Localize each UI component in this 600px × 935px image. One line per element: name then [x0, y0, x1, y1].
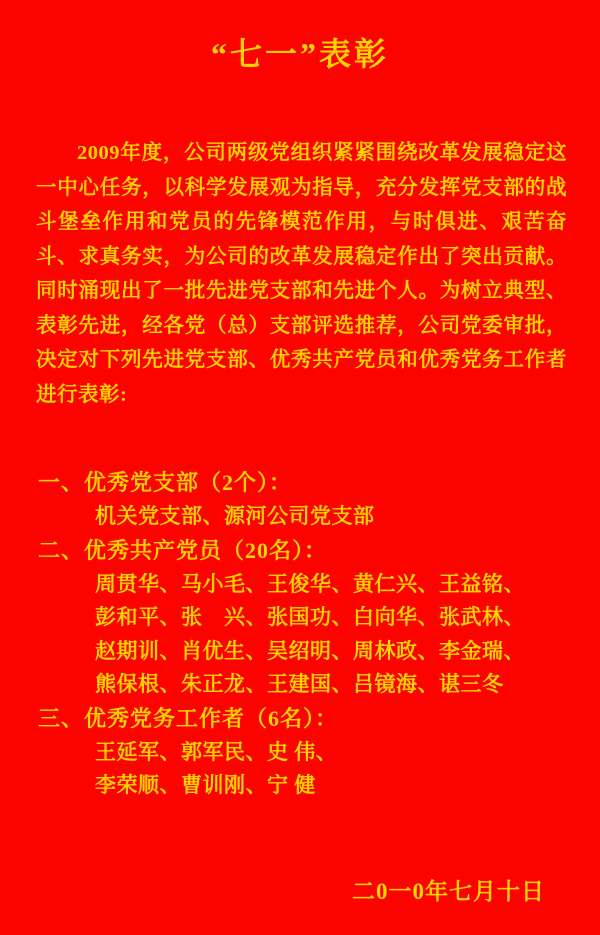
award-sections — [0, 466, 600, 803]
member-name-line: 赵期训、肖优生、吴绍明、周林政、李金瑞、 — [95, 638, 525, 663]
member-name-line: 彭和平、张 兴、张国功、白向华、张武林、 — [95, 605, 525, 629]
section-excellent-party-members — [0, 534, 600, 702]
member-name-line: 周贯华、马小毛、王俊华、黄仁兴、王益铭、 — [95, 571, 525, 596]
intro-paragraph: 2009年度，公司两级党组织紧紧围绕改革发展稳定这一中心任务，以科学发展观为指导，充分发挥党支部的战斗堡垒作用和党员的先锋模范作用，与时俱进、艰苦奋斗、求真务实，为公司的改革发展稳定作出了突出贡献。同时涌现出了一批先进党支部和先进个人。为树立典型、表彰先进，经各党（总）支部评选推荐，公司党委审批，决定对下列先进党支部、优秀共产党员和优秀党务工作者进行表彰: — [36, 142, 567, 406]
branch-name-line: 机关党支部、源河公司党支部 — [95, 504, 375, 528]
member-name-line: 熊保根、朱正龙、王建国、吕镜海、谌三冬 — [95, 672, 504, 696]
section-heading-branches: 一、优秀党支部（2个）： — [38, 470, 293, 495]
section-excellent-party-workers — [0, 702, 600, 803]
worker-name-line: 王延军、郭军民、史 伟、 — [95, 739, 338, 764]
section-excellent-branches — [0, 466, 600, 534]
worker-name-line: 李荣顺、曹训刚、宁 健 — [95, 773, 316, 797]
date-line: 二0一0年七月十日 — [352, 878, 545, 904]
page-title: “七一”表彰 — [210, 36, 389, 72]
section-heading-party-workers: 三、优秀党务工作者（6名）： — [38, 705, 339, 731]
section-heading-party-members: 二、优秀共产党员（20名）： — [38, 537, 328, 563]
